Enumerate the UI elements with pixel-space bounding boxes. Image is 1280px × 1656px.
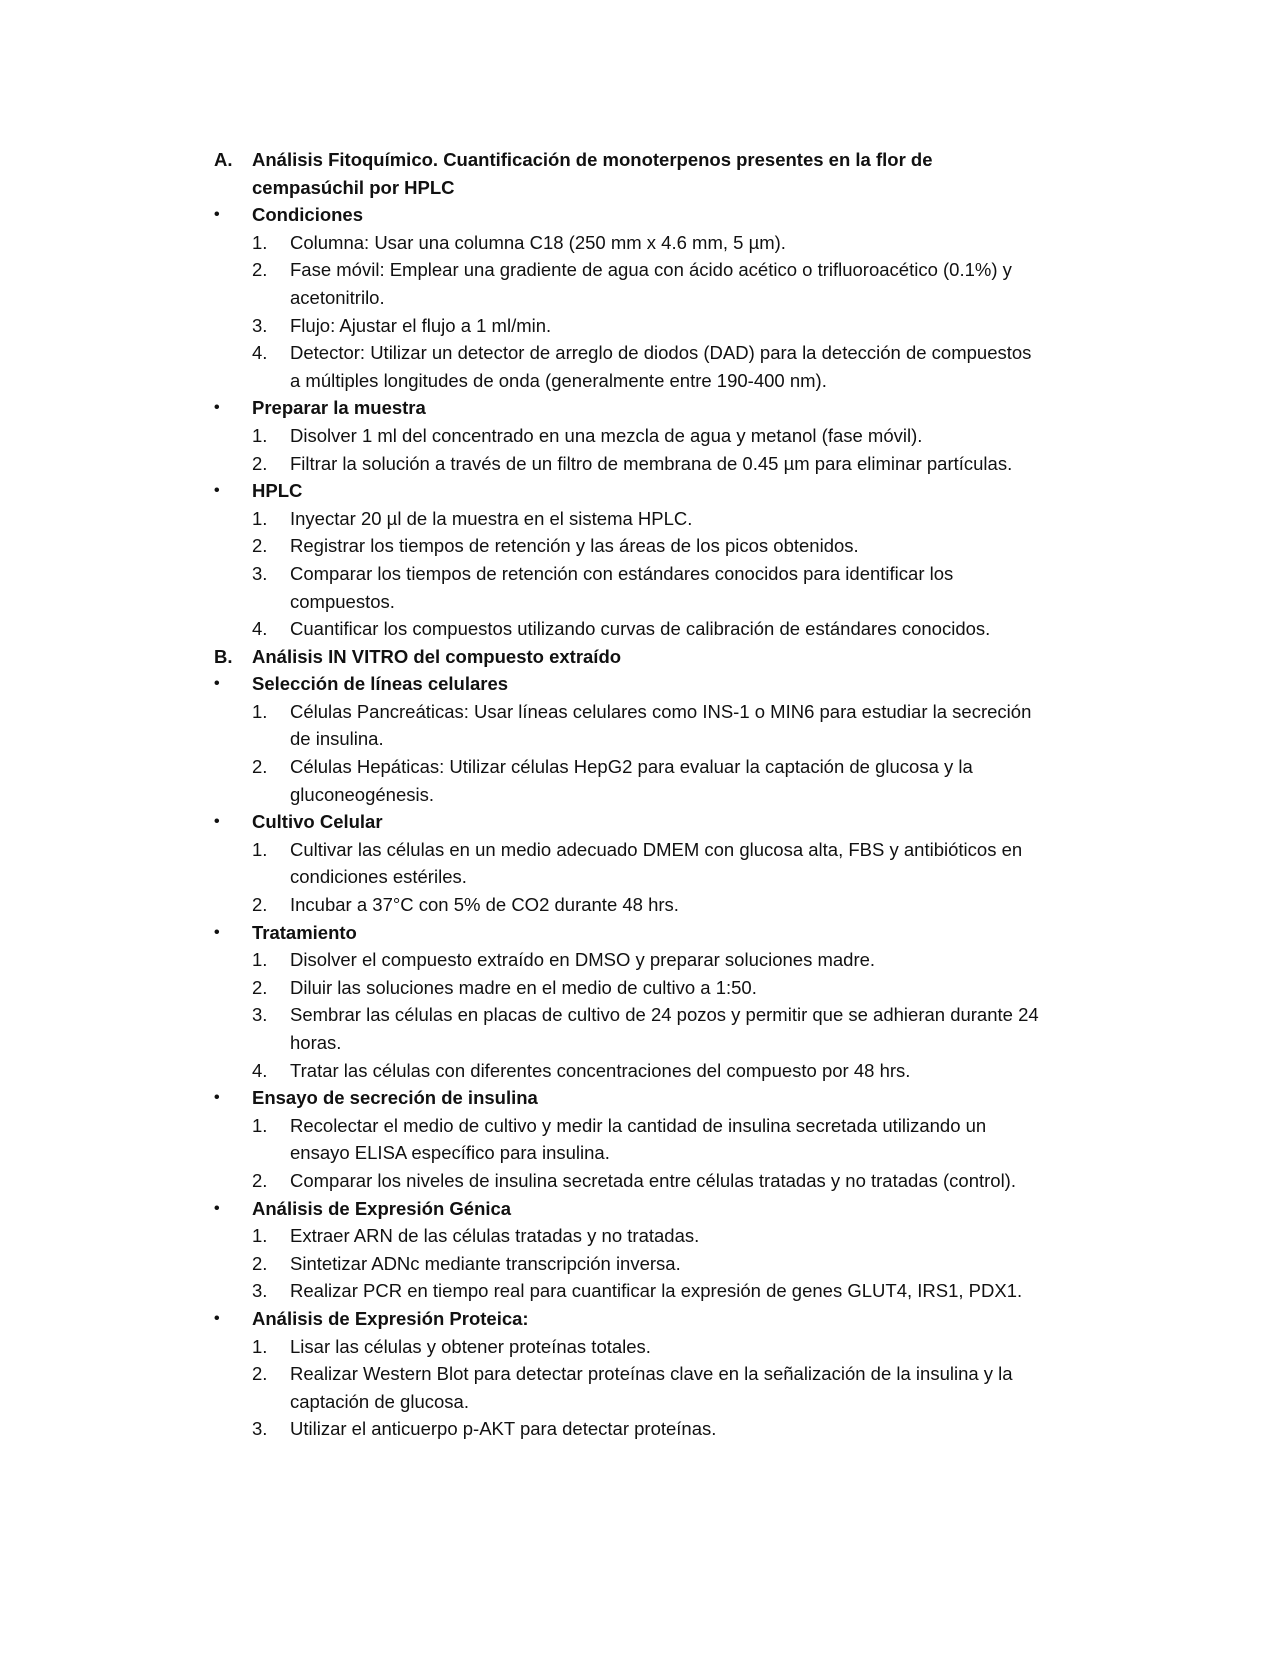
bullet-icon: • <box>214 813 220 831</box>
list-item-text: Cultivar las células en un medio adecuado DMEM con glucosa alta, FBS y antibióticos en <box>290 838 1023 860</box>
item-number: 3. <box>252 314 268 336</box>
text-line <box>0 422 1280 450</box>
list-item-text: Columna: Usar una columna C18 (250 mm x 4.6 mm, 5 µm). <box>290 231 786 253</box>
list-item-text: Sintetizar ADNc mediante transcripción inversa. <box>290 1252 681 1274</box>
text-line <box>0 919 1280 947</box>
list-item-text: compuestos. <box>290 590 395 612</box>
item-number: 2. <box>252 452 268 474</box>
text-line <box>0 1112 1280 1140</box>
list-item-text: Inyectar 20 µl de la muestra en el sistema HPLC. <box>290 507 693 529</box>
list-item-text: gluconeogénesis. <box>290 783 434 805</box>
text-line <box>0 863 1280 891</box>
item-number: 4. <box>252 1059 268 1081</box>
item-number: 1. <box>252 1225 268 1247</box>
list-item-text: Fase móvil: Emplear una gradiente de agua con ácido acético o trifluoroacético (0.1%) y <box>290 259 1012 281</box>
section-title: Análisis IN VITRO del compuesto extraído <box>252 645 622 667</box>
item-number: 3. <box>252 1004 268 1026</box>
text-line <box>0 201 1280 229</box>
text-line <box>0 588 1280 616</box>
text-line <box>0 256 1280 284</box>
item-number: 4. <box>252 342 268 364</box>
text-line <box>0 725 1280 753</box>
section-marker: A. <box>214 149 233 170</box>
text-line <box>0 1415 1280 1443</box>
group-heading: Cultivo Celular <box>252 811 383 833</box>
item-number: 1. <box>252 838 268 860</box>
group-heading: Análisis de Expresión Proteica: <box>252 1307 529 1329</box>
text-line <box>0 1195 1280 1223</box>
item-number: 3. <box>252 1280 268 1302</box>
text-line <box>0 698 1280 726</box>
item-number: 2. <box>252 1169 268 1191</box>
list-item-text: Diluir las soluciones madre en el medio de cultivo a 1:50. <box>290 976 757 998</box>
item-number: 3. <box>252 562 268 584</box>
item-number: 2. <box>252 894 268 916</box>
item-number: 1. <box>252 949 268 971</box>
list-item-text: Recolectar el medio de cultivo y medir la cantidad de insulina secretada utilizando un <box>290 1114 987 1136</box>
section-marker: B. <box>214 645 233 667</box>
text-line <box>0 1029 1280 1057</box>
list-item-text: Sembrar las células en placas de cultivo de 24 pozos y permitir que se adhieran durante 24 <box>290 1004 1039 1026</box>
text-line <box>0 394 1280 422</box>
item-number: 1. <box>252 424 268 446</box>
text-line <box>0 1305 1280 1333</box>
text-line <box>0 1388 1280 1416</box>
text-line <box>0 1360 1280 1388</box>
item-number: 1. <box>252 231 268 253</box>
text-line <box>0 781 1280 809</box>
text-line <box>0 1222 1280 1250</box>
item-number: 1. <box>252 1335 268 1357</box>
item-number: 2. <box>252 1252 268 1274</box>
text-line <box>0 146 1280 174</box>
text-line <box>0 1167 1280 1195</box>
text-line <box>0 974 1280 1002</box>
bullet-icon: • <box>214 399 220 417</box>
list-item-text: de insulina. <box>290 728 384 750</box>
text-line <box>0 477 1280 505</box>
list-item-text: Incubar a 37°C con 5% de CO2 durante 48 hrs. <box>290 894 679 916</box>
text-line <box>0 643 1280 671</box>
text-line <box>0 1001 1280 1029</box>
bullet-icon: • <box>214 482 220 500</box>
text-line <box>0 450 1280 478</box>
list-item-text: Células Hepáticas: Utilizar células HepG2 para evaluar la captación de glucosa y la <box>290 756 973 778</box>
group-heading: Ensayo de secreción de insulina <box>252 1087 538 1109</box>
list-item-text: Realizar Western Blot para detectar proteínas clave en la señalización de la insulina y la <box>290 1363 1013 1385</box>
item-number: 2. <box>252 1363 268 1385</box>
item-number: 4. <box>252 618 268 640</box>
item-number: 2. <box>252 535 268 557</box>
text-line <box>0 339 1280 367</box>
group-heading: Tratamiento <box>252 921 357 943</box>
text-line <box>0 808 1280 836</box>
bullet-icon: • <box>214 1309 220 1327</box>
text-line <box>0 836 1280 864</box>
item-number: 1. <box>252 1114 268 1136</box>
list-item-text: condiciones estériles. <box>290 866 467 888</box>
list-item-text: Células Pancreáticas: Usar líneas celulares como INS-1 o MIN6 para estudiar la secreción <box>290 700 1032 722</box>
list-item-text: Comparar los tiempos de retención con estándares conocidos para identificar los <box>290 562 954 584</box>
list-item-text: Detector: Utilizar un detector de arreglo de diodos (DAD) para la detección de compuestos <box>290 342 1032 364</box>
text-line <box>0 1333 1280 1361</box>
bullet-icon: • <box>214 923 220 941</box>
list-item-text: Registrar los tiempos de retención y las áreas de los picos obtenidos. <box>290 535 859 557</box>
text-line <box>0 229 1280 257</box>
list-item-text: Lisar las células y obtener proteínas totales. <box>290 1335 651 1357</box>
bullet-icon: • <box>214 1089 220 1107</box>
list-item-text: Extraer ARN de las células tratadas y no tratadas. <box>290 1225 700 1247</box>
bullet-icon: • <box>214 1199 220 1217</box>
text-line <box>0 1139 1280 1167</box>
text-line <box>0 615 1280 643</box>
list-item-text: Disolver el compuesto extraído en DMSO y preparar soluciones madre. <box>290 949 876 971</box>
item-number: 1. <box>252 507 268 529</box>
text-line <box>0 1057 1280 1085</box>
document-body <box>0 146 1280 1443</box>
list-item-text: acetonitrilo. <box>290 286 385 308</box>
text-line <box>0 312 1280 340</box>
list-item-text: ensayo ELISA específico para insulina. <box>290 1142 610 1164</box>
text-line <box>0 284 1280 312</box>
section-title: cempasúchil por HPLC <box>252 176 455 198</box>
list-item-text: Cuantificar los compuestos utilizando curvas de calibración de estándares conocidos. <box>290 618 991 640</box>
list-item-text: Tratar las células con diferentes concentraciones del compuesto por 48 hrs. <box>290 1059 911 1081</box>
group-heading: Análisis de Expresión Génica <box>252 1197 512 1219</box>
text-line <box>0 1084 1280 1112</box>
text-line <box>0 532 1280 560</box>
text-line <box>0 753 1280 781</box>
text-line <box>0 1277 1280 1305</box>
list-item-text: Flujo: Ajustar el flujo a 1 ml/min. <box>290 314 552 336</box>
group-heading: Preparar la muestra <box>252 397 426 419</box>
item-number: 2. <box>252 259 268 281</box>
item-number: 2. <box>252 756 268 778</box>
list-item-text: Utilizar el anticuerpo p-AKT para detectar proteínas. <box>290 1418 717 1440</box>
list-item-text: Disolver 1 ml del concentrado en una mezcla de agua y metanol (fase móvil). <box>290 424 923 446</box>
text-line <box>0 670 1280 698</box>
text-line <box>0 367 1280 395</box>
list-item-text: a múltiples longitudes de onda (generalmente entre 190-400 nm). <box>290 369 827 391</box>
item-number: 1. <box>252 700 268 722</box>
group-heading: HPLC <box>252 480 303 502</box>
list-item-text: Filtrar la solución a través de un filtro de membrana de 0.45 µm para eliminar partículas. <box>290 452 1013 474</box>
item-number: 2. <box>252 976 268 998</box>
section-title: Análisis Fitoquímico. Cuantificación de monoterpenos presentes en la flor de <box>252 149 933 170</box>
bullet-icon: • <box>214 675 220 693</box>
text-line <box>0 946 1280 974</box>
text-line <box>0 1250 1280 1278</box>
list-item-text: captación de glucosa. <box>290 1390 469 1412</box>
list-item-text: horas. <box>290 1032 342 1053</box>
list-item-text: Realizar PCR en tiempo real para cuantificar la expresión de genes GLUT4, IRS1, PDX1. <box>290 1280 1023 1302</box>
item-number: 3. <box>252 1418 268 1440</box>
text-line <box>0 505 1280 533</box>
group-heading: Condiciones <box>252 204 364 226</box>
text-line <box>0 174 1280 202</box>
bullet-icon: • <box>214 206 220 224</box>
group-heading: Selección de líneas celulares <box>252 673 509 695</box>
text-line <box>0 560 1280 588</box>
text-line <box>0 891 1280 919</box>
list-item-text: Comparar los niveles de insulina secretada entre células tratadas y no tratadas (control). <box>290 1169 1016 1191</box>
